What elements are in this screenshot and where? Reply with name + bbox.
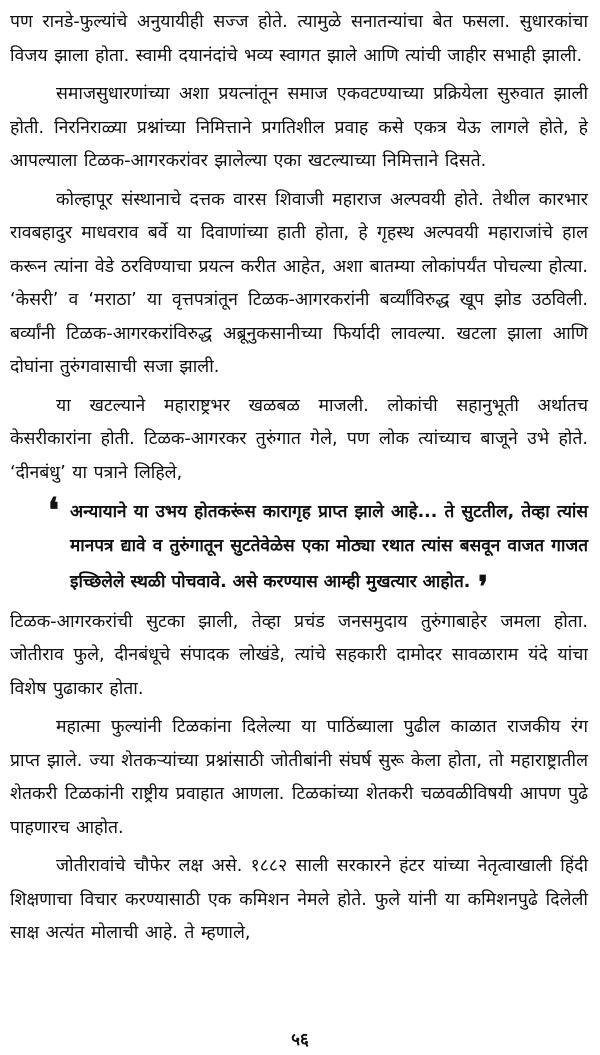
dinbandhu-quote: [48, 491, 588, 605]
quote-text: अन्यायाने या उभय होतकरूंस कारागृह प्राप्त झाले आहे... ते सुटतील, तेव्हा त्यांस मानपत्र द्यावे व तुरुंगातून सुटतेवेळेस एका मोठ्या रथात त्यांस बसवून वाजत गाजत इच्छिलेले स्थळी पोचवावे. असे करण्यास आम्ही मुखत्यार आहोत.: [70, 502, 588, 592]
close-quote-mark: ❜: [478, 570, 488, 605]
paragraph-political-colour: महात्मा फुल्यांनी टिळकांना दिलेल्या या पाठिंब्याला पुढील काळात राजकीय रंग प्राप्त झाले. ज्या शेतकऱ्यांच्या प्रश्नांसाठी जोतीबांनी संघर्ष सुरू केला होता, तो महाराष्ट्रातील शेतकरी टिळकांनी राष्ट्रीय प्रवाहात आणला. टिळकांच्या शेतकरी चळवळीविषयी आपण पुढे पाहणारच आहोत.: [10, 717, 588, 838]
paragraph-kolhapur-case: कोल्हापूर संस्थानाचे दत्तक वारस शिवाजी महाराज अल्पवयी होते. तेथील कारभार रावबहादुर माधवराव बर्वे या दिवाणांच्या हाती होता, हे गृहस्थ अल्पवयी महाराजांचे हाल करून त्यांना वेडे ठरविण्याचा प्रयत्न करीत आहेत, अशा बातम्या लोकांपर्यंत पोचल्या होत्या. ‘केसरी’ व ‘मराठा’ या वृत्तपत्रांतून टिळक-आगरकरांनी बर्व्यांविरुद्ध खूप झोड उठविली. बर्व्यांनी टिळक-आगरकरांविरुद्ध अब्रूनुकसानीच्या फिर्यादी लावल्या. खटला झाला आणि दोघांना तुरुंगवासाची सजा झाली.: [10, 189, 588, 377]
paragraph-social-reform: समाजसुधारणांच्या अशा प्रयत्नांतून समाज एकवटण्याच्या प्रक्रियेला सुरुवात झाली होती. निरनिराळ्या प्रश्नांच्या निमित्ताने प्रगतिशील प्रवाह कसे एकत्र येऊ लागले होते, हे आपल्याला टिळक-आगरकरांवर झालेल्या एका खटल्याच्या निमित्ताने दिसते.: [10, 84, 588, 171]
paragraph-release: टिळक-आगरकरांची सुटका झाली, तेव्हा प्रचंड जनसमुदाय तुरुंगाबाहेर जमला होता. जोतीराव फुले, दीनबंधूचे संपादक लोखंडे, त्यांचे सहकारी दामोदर सावळाराम यंदे यांचा विशेष पुढाकार होता.: [10, 611, 588, 699]
page-number: ५६: [291, 1030, 309, 1050]
paragraph-public-sympathy: या खटल्याने महाराष्ट्रभर खळबळ माजली. लोकांची सहानुभूती अर्थातच केसरीकारांना होती. टिळक-आगरकर तुरुंगात गेले, पण लोक त्यांच्याच बाजूने उभे होते. ‘दीनबंधु’ या पत्राने लिहिले,: [10, 395, 588, 483]
paragraph-hunter-commission: जोतीरावांचे चौफेर लक्ष असे. १८८२ साली सरकारने हंटर यांच्या नेतृत्वाखाली हिंदी शिक्षणाचा विचार करण्यासाठी एक कमिशन नेमले होते. फुले यांनी या कमिशनपुढे दिलेली साक्ष अत्यंत मोलाची आहे. ते म्हणाले,: [10, 856, 588, 943]
paragraph-opposition-failed: पण रानडे-फुल्यांचे अनुयायीही सज्ज होते. त्यामुळे सनातन्यांचा बेत फसला. सुधारकांचा विजय झाला होता. स्वामी दयानंदांचे भव्य स्वागत झाले आणि त्यांची जाहीर सभाही झाली.: [10, 12, 588, 66]
open-quote-mark: ❛: [48, 491, 59, 531]
